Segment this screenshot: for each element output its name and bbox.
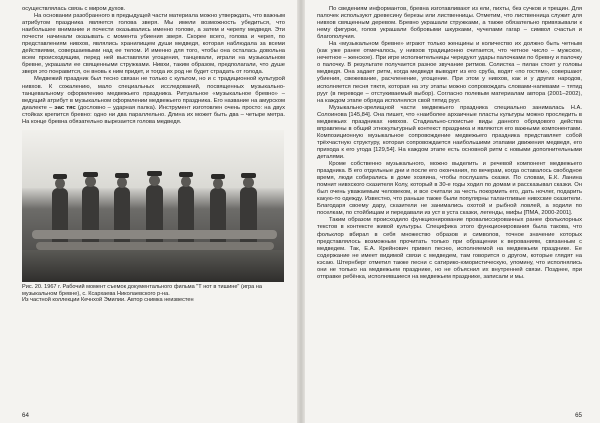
left-paragraph-2: На основании разобранного в предыдущей части материала можно утверждать, что важным атрибутом праздника является голова зверя. Мы имели возможность убедиться, что наибольшее внимание и почести оказывались именно голове, а затем и черепу медведя. Эти почести начинали оказывать с момента убиения зверя. Скорее всего, голова и череп, по представлениям нивхов, являлись хранилищем души медведя, которая наблюдала за всеми действиями, совершаемыми над ее телом. И именно для того, чтобы она осталась довольна всем происходящим, перед ней выставляли угощения, танцевали, играли на музыкальном бревне, украшали ее священными стружками. Нивхи, таким образом, предполагали, что душе зверя это понравится, он вновь к ним придет, и тогда их род не будет страдать от голода. (22, 13, 285, 76)
left-paragraph-3 (22, 76, 285, 125)
right-page (305, 0, 600, 423)
book-gutter (297, 0, 305, 423)
photo-log (32, 230, 277, 239)
left-paragraph-1: осуществлялась связь с миром духов. (22, 6, 126, 12)
photo-figure-hat (147, 171, 162, 176)
photo-figure-hat (83, 172, 98, 177)
bold-term: эас тяс (54, 104, 76, 111)
photo-figure-head (55, 178, 65, 189)
photo-figure-hat (115, 173, 129, 178)
photo-crowd (22, 250, 284, 282)
photo-figure (210, 188, 226, 248)
archival-photo (22, 130, 284, 282)
left-paragraph-3-text: Медвежий праздник был тесно связан не только с культом, но и с традиционной культурой нивхов. К сожалению, мало специальных исследований, посвященных музыкально-танцевальному оформлению медвежьего праздника. Ритуальное «музыкальное бревно» – ведущий атрибут в музыкальном оформлении медвежьего праздника. Его название на амурском диалекте – (22, 76, 285, 111)
photo-figure-head (149, 175, 160, 186)
photo-caption (22, 284, 285, 304)
photo-figure-hat (241, 173, 256, 178)
photo-figure-hat (211, 174, 225, 179)
photo-figure-head (85, 176, 96, 187)
photo-figure-hat (53, 174, 67, 179)
right-paragraph-3: Музыкально-зрелищной части медвежьего праздника специально занималась Н.А. Солоинова [145,84]. Она пишет, что «наиболее архаичные пласты культуры можно проследить в медвежьих праздниках нивхов. Стадиально-слоистые виды данного обрядового действа вправлены в общий этнокультурный контекст праздника и являются его важными компонентами. Композиционную музыкальное сопровождение медвежьего праздника представляет собой трёхчастную структуру, которая сопровождается наибольшими этапами движения медведя, его прихода к его угода [129,54]. На каждом этапе есть основной ритм с новыми дополнительными деталями. (317, 104, 582, 160)
right-paragraph-1: По сведениям информантов, бревна изготавливают из ели, пихты, без сучков и трещин. Для палочек используют древесину березы или лиственницы. Отметим, что лиственница служит для нивхов священным деревом. Бревно украшали стружками, а также обязательно привязывали к нему фигурки, голов украшали бобровыми шкурками, чучелами гагар – символ счастья и благополучия. (317, 6, 582, 41)
right-paragraph-2: На «музыкальном бревне» играют только женщины и количество их должно быть четным (как уже ранее отмечалось, у нивхов традиционно считается, что четное число – мужское, нечетное – женское). При игре исполнительницы чередуют удары палочками по бревну и палочку о палочку. В результате получается разное звучание ритмов. Солистка – пилан стоит у головы медведя. Она задает ритм, когда медведя выводят из его сруба, водят «по гостям», совершают убиения, свежевание, расчленение, угощение. При этом у нивхов, как и у других народов, исполняется песня тяктя, которая на эту этапы можно сопровождать словами-напевами – тятид рууг (в переводе – отстукиваемый выбор). Согласно полевым материалам автора (2001–2002), на каждом этапе обряда исполнялся свой тятид рууг. (317, 41, 582, 104)
page-number-right: 65 (575, 411, 582, 419)
left-page (0, 0, 297, 423)
right-paragraph-5: Таким образом происходило функционирование провалиссированных ранее фольклорных текстов в контексте живой культуры. Специфика этого функционирования была такова, что фольклор вбирал в себя множество образов и символов, точное значение которых представлялось возможным прочитать только при обращении к верованиям, связанным с медведем. Так, Е.А. Крейнович привел песню, исполняемой на медвежьем празднике. Ее содержание не имеет видимой связи с медведем, там говорится о другом, которые глядят на кэсаю. Штернберг отметил также песни с сатирико-юмористическую, упомину, что исполнялись они не только на медвежьем празднике, но не объяснил их внутренней связи. Позднее, при отправке ребёнка, исполнявшиеся на медвежьем празднике, записали и мы. (317, 217, 582, 280)
photo-figure (52, 188, 68, 248)
photo-figure-head (213, 178, 223, 189)
right-paragraph-4: Кроме собственно музыкального, можно выделить и речевой компонент медвежьего праздника. В его отдельные дни и после его окончания, по вечерам, когда оставалось свободное время, люди собирались в доме хозяина, чтобы послушать сказки. По словам, Е.К. Ланина помнит нивхского сказителя Колу, который в 30-е годы ходил по домам и рассказывал сказки. Он был очень уважаемым человеком, и все считали за честь покормить его, дать ночлег, подарить какую-то одежду. Известно, что раньше также были популярны талантливые нивхские сказители. Благодаря своему дару, сказители не занимались охотой и рыбной ловлей, а ходили по поселкам, по стойбищам и передавали из уст в уста сказки, легенды, мифы [ПМА, 2000-2001]. (317, 161, 582, 217)
left-paragraph-3-tail: (дословно – ударная палка). Инструмент изготовлен очень просто: на двух стойках крепится бревно: одно ни два параллельно. Длина их может быть два – четыре метра. На конце бревна обязательно вырезается голова медведя. (22, 104, 285, 125)
photo-figure-head (117, 177, 127, 188)
photo-figure-head (181, 176, 191, 187)
photo-log (36, 242, 274, 250)
photo-figure-hat (179, 172, 193, 177)
photo-caption-line-2: Из частной коллекции Кечнхой Эмилии. Автор снимка неизвестен (22, 297, 194, 304)
photo-figure-head (243, 177, 254, 188)
page-number-left: 64 (22, 411, 29, 419)
photo-caption-line-1: Рис. 20. 1967 г. Рабочий момент съемок документального фильма "Т нот в тишине" (игра на музыкальном бревне), с. Ксархаева Николаевского р-на. (22, 283, 262, 297)
